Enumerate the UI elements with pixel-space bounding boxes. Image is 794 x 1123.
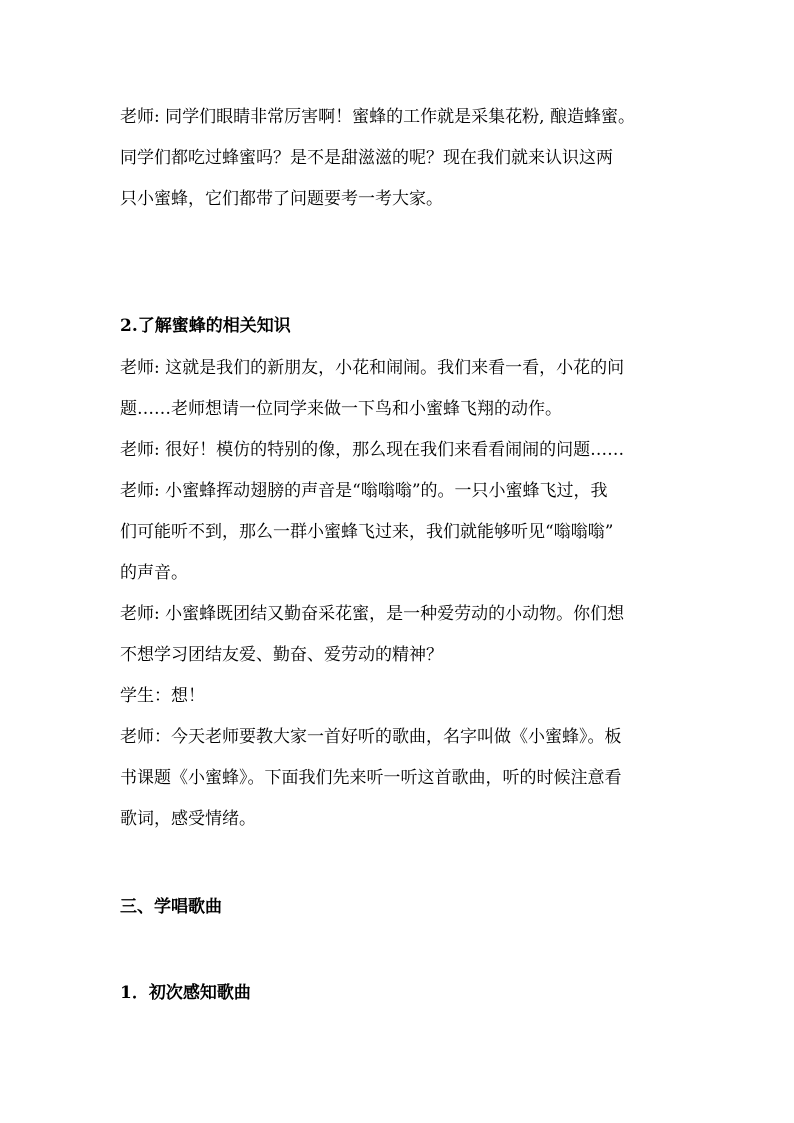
paragraph-line: 老师: 小蜜蜂挥动翅膀的声音是“嗡嗡嗡”的。一只小蜜蜂飞过，我	[120, 481, 608, 501]
paragraph-line: 老师: 很好！模仿的特别的像，那么现在我们来看看闹闹的问题……	[120, 440, 625, 460]
section-heading: 1．初次感知歌曲	[120, 983, 251, 1003]
paragraph-line: 老师：今天老师要教大家一首好听的歌曲，名字叫做《小蜜蜂》。板	[120, 727, 622, 747]
paragraph-line: 歌词，感受情绪。	[120, 809, 256, 829]
paragraph-line: 同学们都吃过蜂蜜吗？是不是甜滋滋的呢？现在我们就来认识这两	[120, 148, 613, 168]
paragraph-line: 题……老师想请一位同学来做一下鸟和小蜜蜂飞翔的动作。	[120, 399, 562, 419]
paragraph-line: 们可能听不到，那么一群小蜜蜂飞过来，我们就能够听见“嗡嗡嗡”	[120, 522, 614, 542]
paragraph-line: 书课题《小蜜蜂》。下面我们先来听一听这首歌曲，听的时候注意看	[120, 768, 622, 788]
paragraph-line: 只小蜜蜂，它们都带了问题要考一考大家。	[120, 189, 443, 209]
section-heading: 三、学唱歌曲	[120, 897, 222, 917]
paragraph-line: 老师: 小蜜蜂既团结又勤奋采花蜜，是一种爱劳动的小动物。你们想	[120, 604, 625, 624]
paragraph-line: 的声音。	[120, 563, 188, 583]
paragraph-line: 不想学习团结友爱、勤奋、爱劳动的精神？	[120, 645, 443, 665]
paragraph-line: 学生：想！	[120, 686, 205, 706]
section-heading: 2.了解蜜蜂的相关知识	[120, 316, 291, 336]
paragraph-line: 老师: 同学们眼睛非常厉害啊！蜜蜂的工作就是采集花粉, 酿造蜂蜜。	[120, 107, 635, 127]
paragraph-line: 老师: 这就是我们的新朋友，小花和闹闹。我们来看一看，小花的问	[120, 358, 625, 378]
